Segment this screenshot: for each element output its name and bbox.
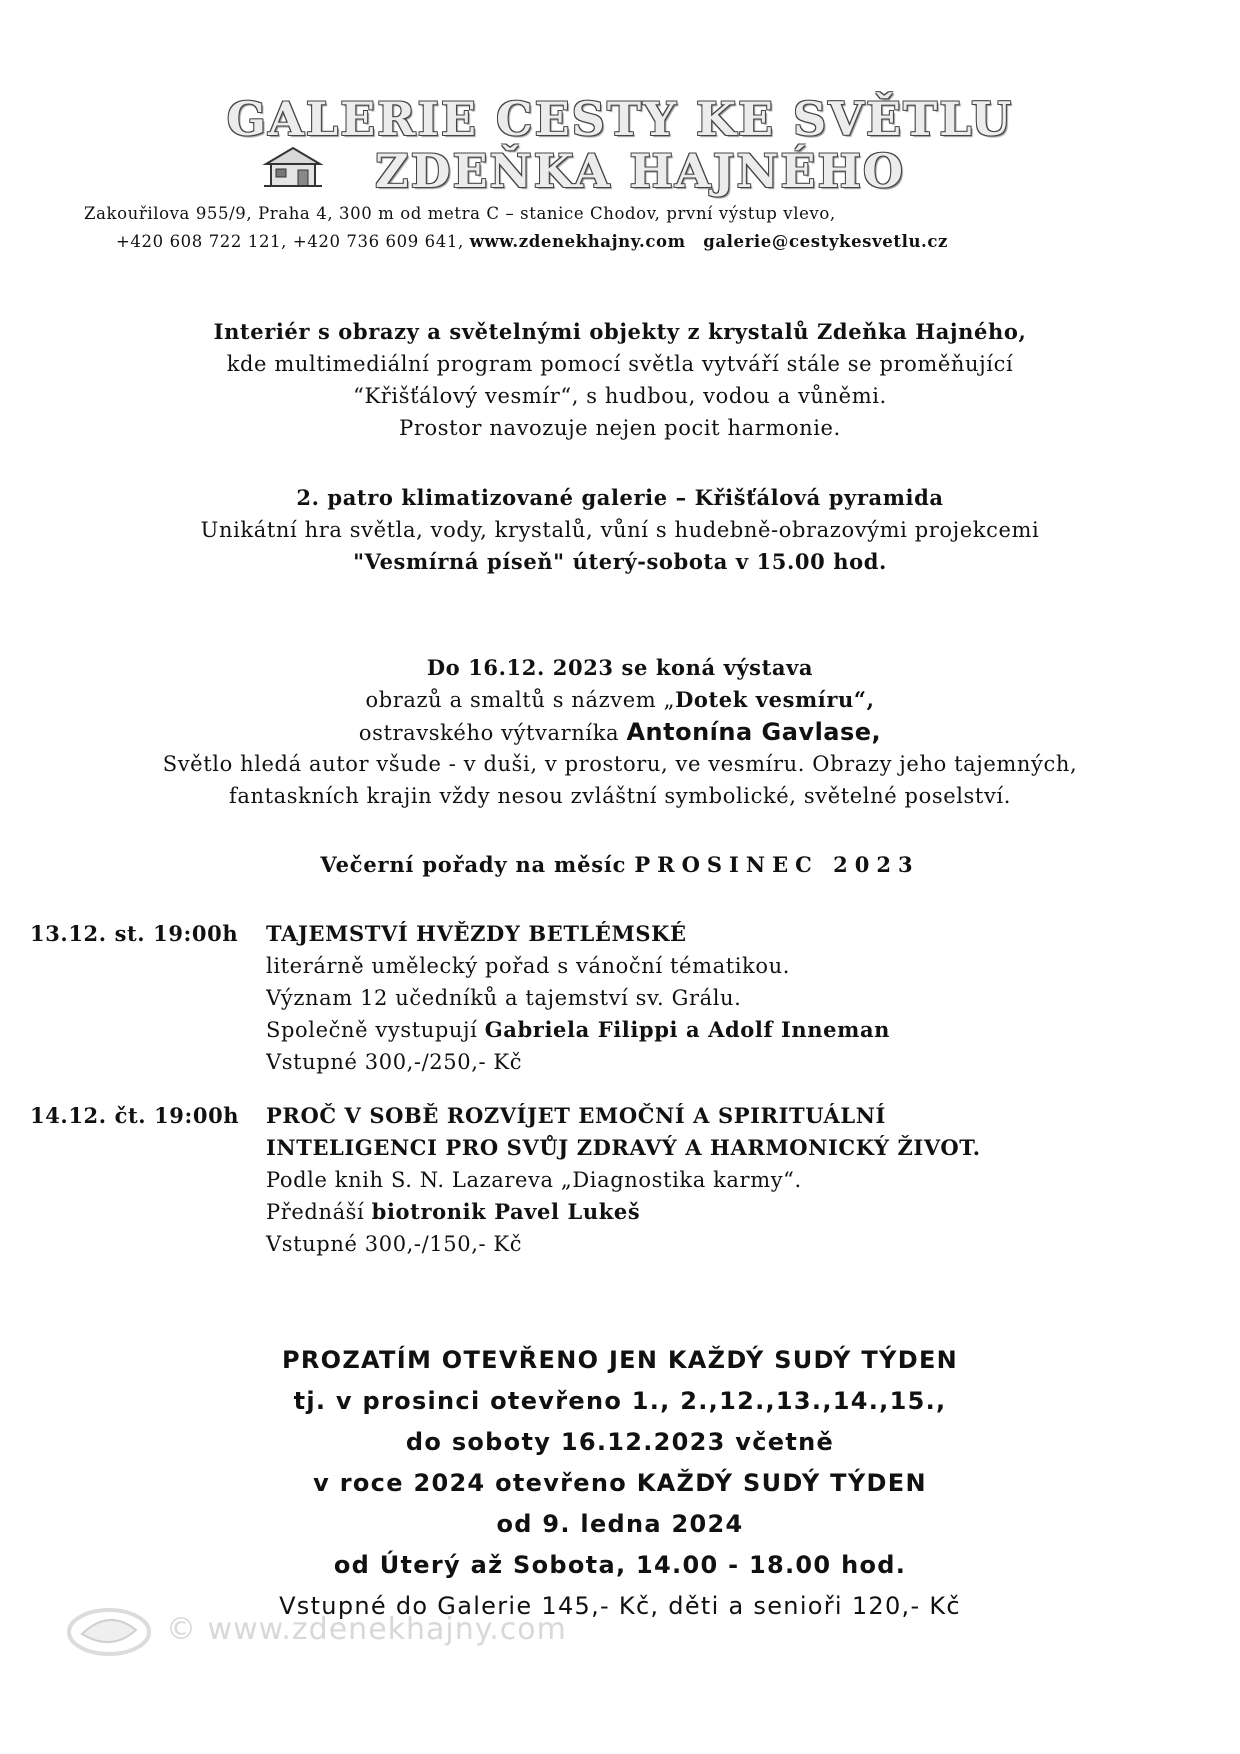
opening-dates: tj. v prosinci otevřeno 1., 2.,12.,13.,14.,15.,	[293, 1387, 947, 1415]
intro-text: kde multimediální program pomocí světla vytváří stále se proměňující	[226, 352, 1014, 376]
exhibition-artist-line	[0, 716, 1240, 748]
performers-prefix: Společně vystupují	[266, 1018, 478, 1042]
exhibition-title-prefix: obrazů a smaltů s názvem „	[365, 688, 676, 712]
gallery-logo-subtitle: ZDEŇKA HAJNÉHO	[375, 144, 905, 198]
intro-text: Prostor navozuje nejen pocit harmonie.	[399, 416, 841, 440]
email-link[interactable]: galerie@cestykesvetlu.cz	[703, 232, 948, 251]
artist-name: Antonína Gavlase,	[626, 718, 882, 746]
website-link[interactable]: www.zdenekhajny.com	[469, 232, 686, 251]
event-body	[266, 1100, 981, 1260]
exhibition-title: Dotek vesmíru“,	[675, 687, 875, 712]
program-heading-prefix: Večerní pořady na měsíc	[320, 852, 627, 877]
pyramid-heading: 2. patro klimatizované galerie – Křišťálová pyramida	[296, 485, 944, 510]
opening-hours-section	[0, 1340, 1240, 1627]
event-description: Význam 12 učedníků a tajemství sv. Grálu.	[266, 986, 742, 1010]
pyramid-text: Unikátní hra světla, vody, krystalů, vůní s hudebně-obrazovými projekcemi	[200, 518, 1040, 542]
program-month: PROSINEC 2023	[634, 852, 920, 877]
event-title: PROČ V SOBĚ ROZVÍJET EMOČNÍ A SPIRITUÁLNÍ	[266, 1103, 886, 1128]
event-title: TAJEMSTVÍ HVĚZDY BETLÉMSKÉ	[266, 921, 687, 946]
program-heading	[0, 852, 1240, 877]
event-price: Vstupné 300,-/250,- Kč	[266, 1050, 523, 1074]
event-description: literárně umělecký pořad s vánoční tématikou.	[266, 954, 791, 978]
pyramid-section	[0, 482, 1240, 578]
intro-text: “Křišťálový vesmír“, s hudbou, vodou a vůněmi.	[353, 384, 887, 408]
contact-line	[116, 232, 948, 251]
event-speaker	[266, 1196, 981, 1228]
crystal-logo-icon	[64, 1604, 154, 1660]
opening-hours: od Úterý až Sobota, 14.00 - 18.00 hod.	[333, 1551, 907, 1579]
event-body	[266, 918, 890, 1078]
pyramid-schedule: "Vesmírná píseň" úterý-sobota v 15.00 hod.	[353, 549, 887, 574]
event-description: Podle knih S. N. Lazareva „Diagnostika karmy“.	[266, 1168, 802, 1192]
opening-until: do soboty 16.12.2023 včetně	[405, 1428, 835, 1456]
opening-2024: v roce 2024 otevřeno KAŽDÝ SUDÝ TÝDEN	[313, 1469, 927, 1497]
exhibition-section	[0, 652, 1240, 812]
event-performers	[266, 1014, 890, 1046]
watermark-text: © www.zdenekhajny.com	[166, 1612, 567, 1647]
gallery-logo-title: GALERIE CESTY KE SVĚTLU	[226, 92, 1014, 146]
speaker-name: biotronik Pavel Lukeš	[371, 1199, 641, 1224]
event-date: 14.12. čt. 19:00h	[30, 1103, 240, 1128]
performers-names: Gabriela Filippi a Adolf Inneman	[484, 1017, 891, 1042]
event-price: Vstupné 300,-/150,- Kč	[266, 1232, 523, 1256]
artist-prefix: ostravského výtvarníka	[358, 721, 620, 745]
intro-heading: Interiér s obrazy a světelnými objekty z krystalů Zdeňka Hajného,	[213, 319, 1027, 344]
exhibition-heading: Do 16.12. 2023 se koná výstava	[426, 655, 814, 680]
speaker-prefix: Přednáší	[266, 1200, 365, 1224]
address-line: Zakouřilova 955/9, Praha 4, 300 m od metra C – stanice Chodov, první výstup vlevo,	[84, 204, 836, 223]
event-title: INTELIGENCI PRO SVŮJ ZDRAVÝ A HARMONICKÝ ŽIVOT.	[266, 1135, 981, 1160]
exhibition-text: fantaskních krajin vždy nesou zvláštní symbolické, světelné poselství.	[228, 784, 1012, 808]
opening-start-date: od 9. ledna 2024	[496, 1510, 744, 1538]
phone-numbers: +420 608 722 121, +420 736 609 641,	[116, 232, 464, 251]
admission-price: Vstupné do Galerie 145,- Kč, děti a senioři 120,- Kč	[279, 1592, 961, 1620]
exhibition-text: Světlo hledá autor všude - v duši, v prostoru, ve vesmíru. Obrazy jeho tajemných,	[162, 752, 1078, 776]
opening-notice: PROZATÍM OTEVŘENO JEN KAŽDÝ SUDÝ TÝDEN	[281, 1346, 959, 1374]
event-date: 13.12. st. 19:00h	[30, 921, 239, 946]
exhibition-title-line	[0, 684, 1240, 716]
intro-section	[0, 316, 1240, 444]
